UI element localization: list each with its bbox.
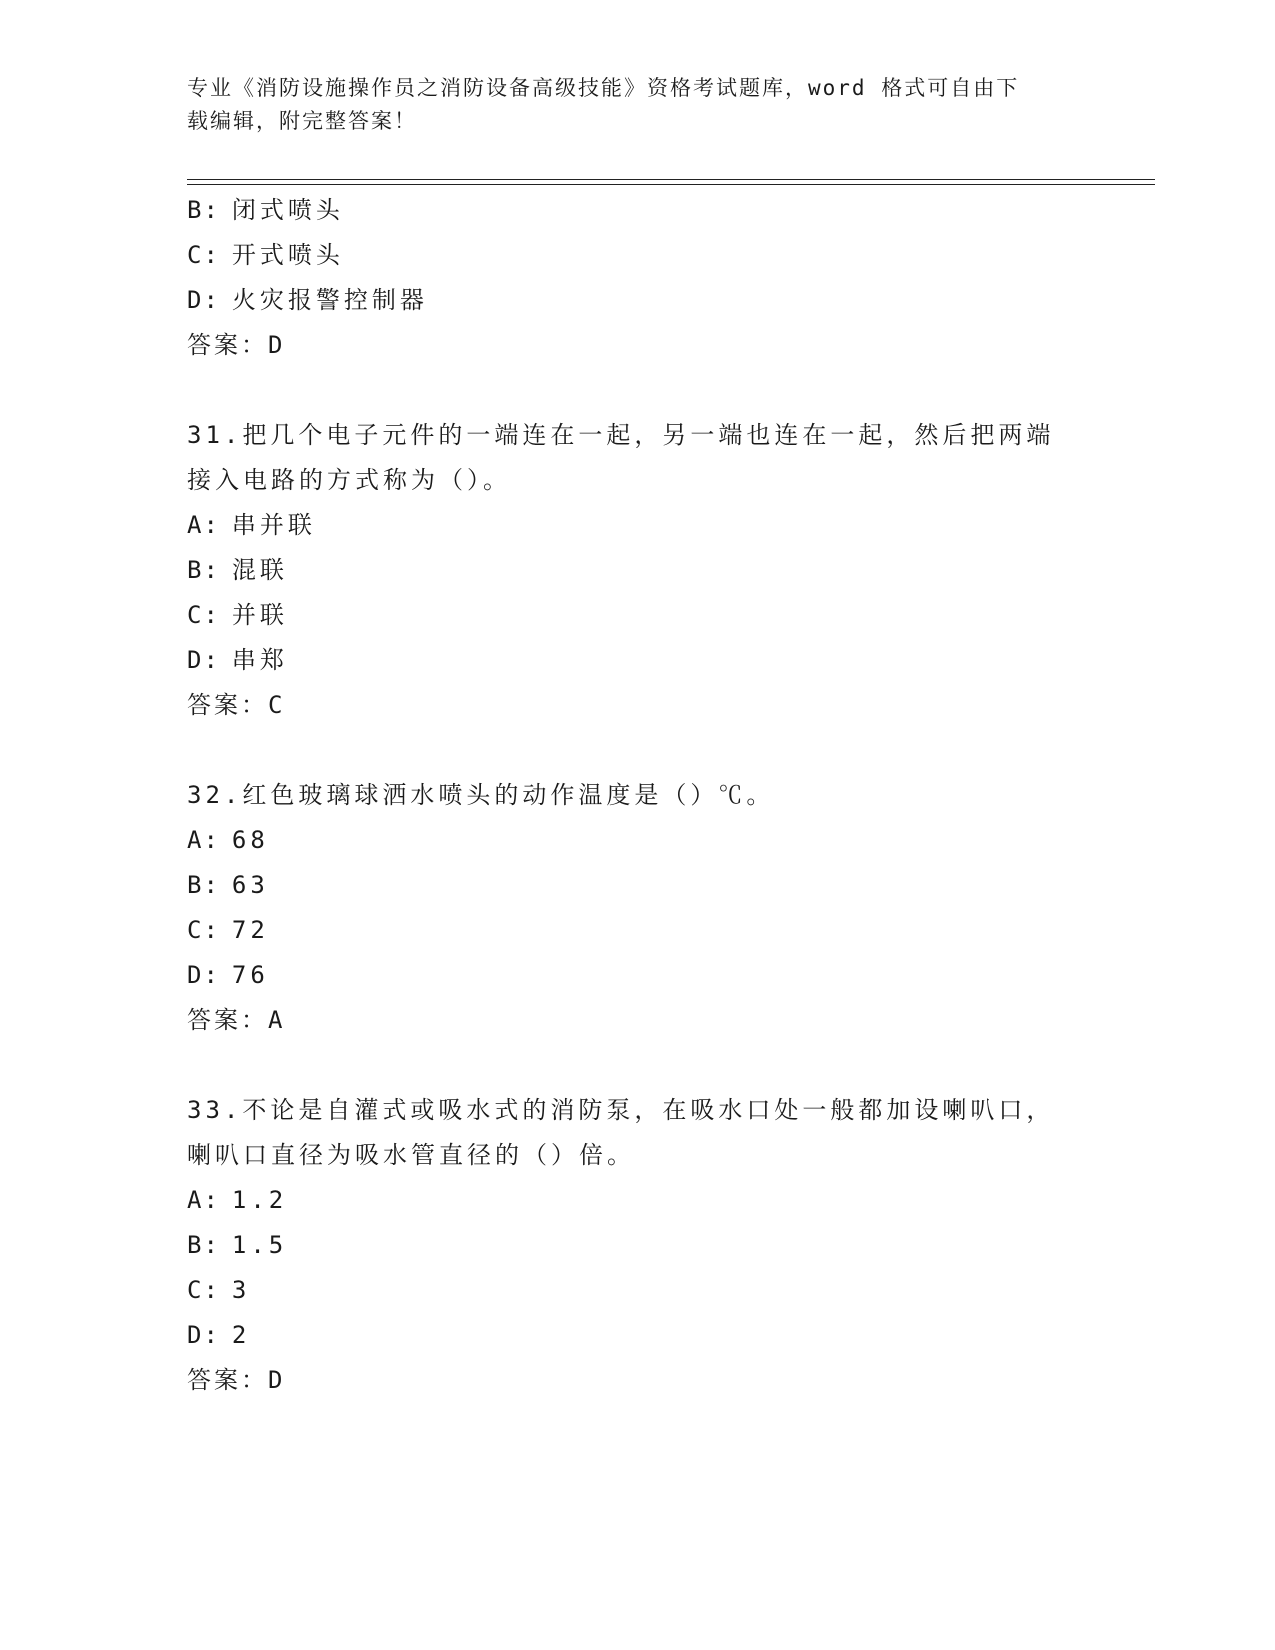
answer-line: 答案：D [187,331,286,359]
option-c: C: 开式喷头 [187,241,344,269]
header-rule-top [187,179,1155,180]
header-rule-bottom [187,184,1155,185]
question-stem-31-line-2: 接入电路的方式称为（）。 [187,466,511,494]
question-stem-33-line-1: 33.不论是自灌式或吸水式的消防泵，在吸水口处一般都加设喇叭口， [187,1096,1055,1124]
answer-line: 答案：D [187,1366,286,1394]
page-header [187,72,1087,138]
option-b: B: 闭式喷头 [187,196,344,224]
option-b: B: 混联 [187,556,288,584]
option-a: A: 串并联 [187,511,316,539]
option-d: D: 火灾报警控制器 [187,286,428,314]
answer-line: 答案：A [187,1006,286,1034]
question-stem-32: 32.红色玻璃球洒水喷头的动作温度是（）℃。 [187,781,775,809]
option-d: D: 2 [187,1321,251,1349]
option-c: C: 72 [187,916,269,944]
header-line-1: 专业《消防设施操作员之消防设备高级技能》资格考试题库，word 格式可自由下 [187,76,1020,100]
answer-line: 答案：C [187,691,286,719]
option-d: D: 串郑 [187,646,288,674]
option-b: B: 63 [187,871,269,899]
question-stem-31-line-1: 31.把几个电子元件的一端连在一起，另一端也连在一起，然后把两端 [187,421,1055,449]
header-line-2: 载编辑，附完整答案！ [187,109,417,133]
question-stem-33-line-2: 喇叭口直径为吸水管直径的（）倍。 [187,1141,635,1169]
option-c: C: 3 [187,1276,251,1304]
option-b: B: 1.5 [187,1231,288,1259]
option-c: C: 并联 [187,601,288,629]
option-a: A: 68 [187,826,269,854]
option-d: D: 76 [187,961,269,989]
option-a: A: 1.2 [187,1186,288,1214]
